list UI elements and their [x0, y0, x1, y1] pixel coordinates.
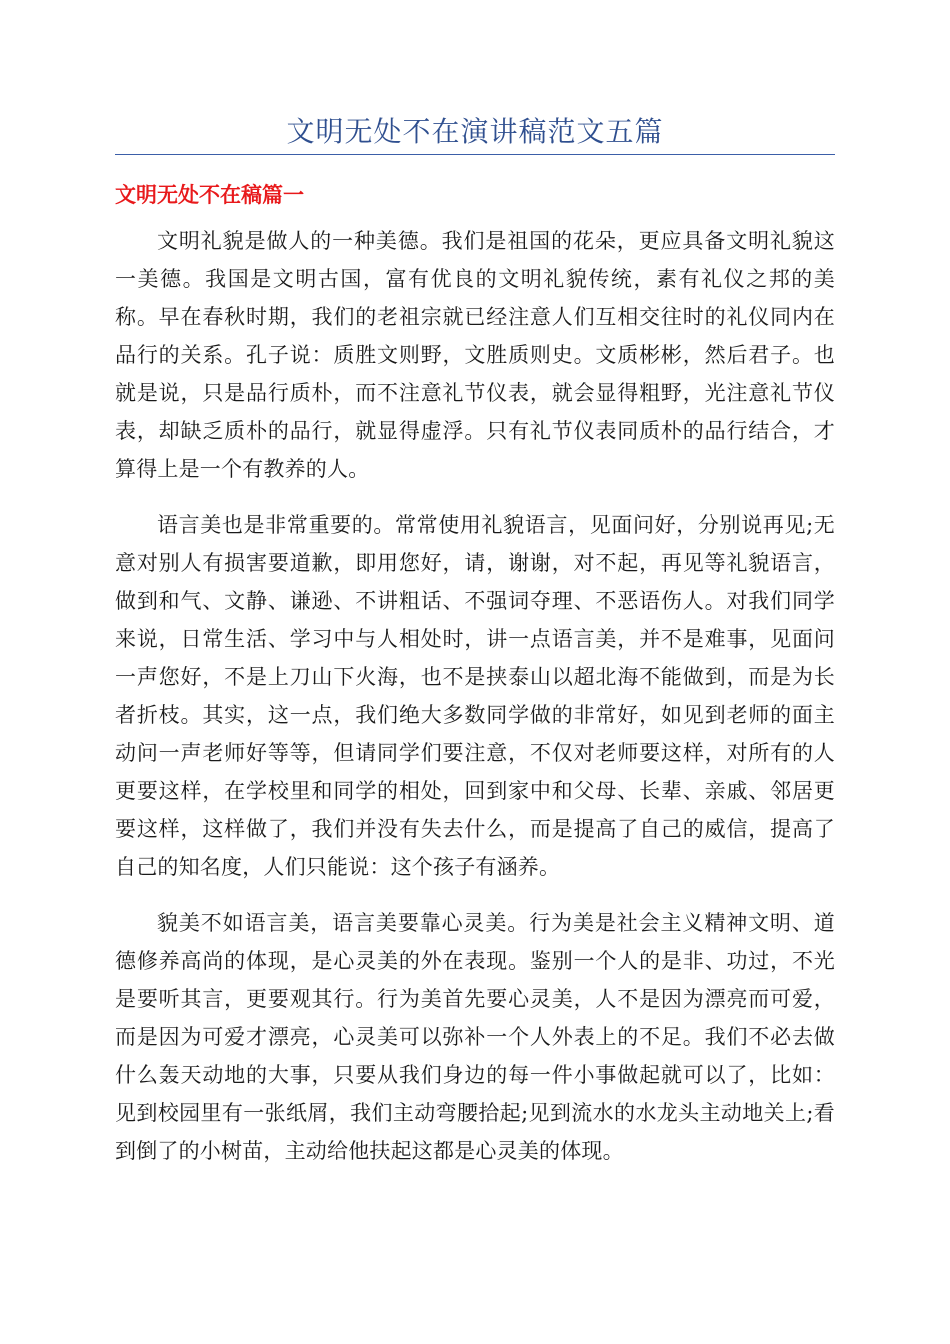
- body-text: [115, 222, 835, 1188]
- paragraph: 貌美不如语言美，语言美要靠心灵美。行为美是社会主义精神文明、道德修养高尚的体现，是心灵美的外在表现。鉴别一个人的是非、功过，不光是要听其言，更要观其行。行为美首先要心灵美，人不是因为漂亮而可爱，而是因为可爱才漂亮，心灵美可以弥补一个人外表上的不足。我们不必去做什么轰天动地的大事，只要从我们身边的每一件小事做起就可以了，比如：见到校园里有一张纸屑，我们主动弯腰拾起;见到流水的水龙头主动地关上;看到倒了的小树苗，主动给他扶起这都是心灵美的体现。: [115, 911, 835, 1163]
- paragraph: 语言美也是非常重要的。常常使用礼貌语言，见面问好，分别说再见;无意对别人有损害要道歉，即用您好，请，谢谢，对不起，再见等礼貌语言，做到和气、文静、谦逊、不讲粗话、不强词夺理、不恶语伤人。对我们同学来说，日常生活、学习中与人相处时，讲一点语言美，并不是难事，见面问一声您好，不是上刀山下火海，也不是挟泰山以超北海不能做到，而是为长者折枝。其实，这一点，我们绝大多数同学做的非常好，如见到老师的面主动问一声老师好等等，但请同学们要注意，不仅对老师要这样，对所有的人更要这样，在学校里和同学的相处，回到家中和父母、长辈、亲戚、邻居更要这样，这样做了，我们并没有失去什么，而是提高了自己的威信，提高了自己的知名度，人们只能说：这个孩子有涵养。: [115, 513, 835, 879]
- document-title: 文明无处不在演讲稿范文五篇: [286, 115, 664, 148]
- title-underline: [115, 154, 835, 155]
- section-heading: 文明无处不在稿篇一: [115, 183, 304, 207]
- paragraph: 文明礼貌是做人的一种美德。我们是祖国的花朵，更应具备文明礼貌这一美德。我国是文明古国，富有优良的文明礼貌传统，素有礼仪之邦的美称。早在春秋时期，我们的老祖宗就已经注意人们互相交往时的礼仪同内在品行的关系。孔子说：质胜文则野，文胜质则史。文质彬彬，然后君子。也就是说，只是品行质朴，而不注意礼节仪表，就会显得粗野，光注意礼节仪表，却缺乏质朴的品行，就显得虚浮。只有礼节仪表同质朴的品行结合，才算得上是一个有教养的人。: [115, 229, 835, 481]
